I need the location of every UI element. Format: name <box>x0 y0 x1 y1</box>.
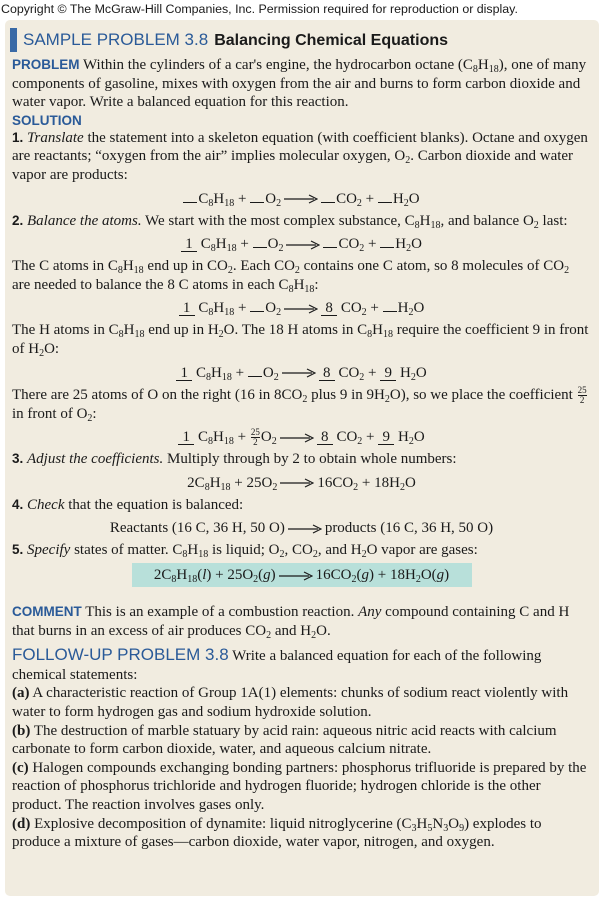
sample-problem-box <box>5 20 599 896</box>
followup-part-b: (b) The destruction of marble statuary by acid rain: aqueous nitric acid reacts with calcium carbonate to form carbon dioxide, water, and aqueous calcium nitrate. <box>12 722 557 758</box>
step-5-number: 5. <box>12 542 24 558</box>
comment-text: COMMENT This is an example of a combustion reaction. Any compound containing C and H that burns in an excess of air produces $CO_2$ and $H_2O$. <box>12 604 570 641</box>
skeleton-equation: $C_8H_{18} + O_2$ $CO_2 + H_2O$ <box>12 189 591 209</box>
header-accent-bar <box>10 28 17 52</box>
copyright-notice: Copyright © The McGraw-Hill Companies, Inc. Permission required for reproduction or display. <box>1 2 518 16</box>
reaction-arrow-icon <box>279 571 313 581</box>
reaction-arrow-icon <box>282 368 316 378</box>
title-text: SAMPLE PROBLEM 3.8 <box>23 30 209 49</box>
step-2-number: 2. <box>12 212 24 228</box>
reaction-arrow-icon <box>288 524 322 534</box>
step-4-text: 4. Check that the equation is balanced: <box>12 496 244 513</box>
followup-part-a: (a) A characteristic reaction of Group 1A(1) elements: chunks of sodium react violently with water to form hydrogen gas and sodium hydroxide solution. <box>12 685 569 720</box>
title-subtitle: Balancing Chemical Equations <box>214 32 449 49</box>
equation-step-2b: 1 $C_8H_{18} + O_2$ 8 $CO_2 + H_2O$ <box>12 298 591 318</box>
step-3-text: 3. Adjust the coefficients. Multiply through by 2 to obtain whole numbers: <box>12 451 457 468</box>
equation-step-2a: 1 $C_8H_{18} + O_2$ $CO_2 + H_2O$ <box>12 234 591 254</box>
carbon-balance-text: The C atoms in $C_8H_{18}$ end up in $CO_2$. Each $CO_2$ contains one C atom, so 8 molecules of $CO_2$ are needed to balance the 8 C atoms in each $C_8H_{18}$: <box>12 258 570 295</box>
followup-intro: FOLLOW-UP PROBLEM 3.8 Write a balanced equation for each of the following chemical statements: <box>12 645 542 683</box>
solution-label: SOLUTION <box>12 112 82 128</box>
followup-part-c: (c) Halogen compounds exchanging bonding partners: phosphorus trifluoride is prepared by the reaction of phosphorus trichloride and hydrogen fluoride; hydrogen chloride is the other product. The reaction involves gases only. <box>12 759 587 813</box>
final-balanced-equation: $2C_8H_{18}(l) + 25O_2(g) 16CO_2(g) + 18H_2O(g)$ <box>132 563 472 587</box>
step-4-number: 4. <box>12 496 24 512</box>
step-1-number: 1. <box>12 129 24 145</box>
oxygen-balance-text: There are 25 atoms of O on the right (16 in $8CO_2$ plus 9 in $9H_2O$), so we place the coefficient $\frac{25}{2}$ in front of $O_2$: <box>12 384 587 424</box>
reaction-arrow-icon <box>284 194 318 204</box>
followup-part-d: (d) Explosive decomposition of dynamite: liquid nitroglycerine $(C_3H_5N_3O_9)$ explodes to produce a mixture of gases—carbon dioxide, water vapor, nitrogen, and oxygen. <box>12 815 542 851</box>
equation-step-2c: 1 $C_8H_{18} + O_2$ 8 $CO_2 + 9$ $H_2O$ <box>12 363 591 383</box>
check-equation: Reactants (16 C, 36 H, 50 O) products (16 C, 36 H, 50 O) <box>109 520 494 537</box>
problem-label: PROBLEM <box>12 57 80 72</box>
sample-problem-header <box>10 28 591 52</box>
sample-problem-title <box>23 30 448 50</box>
problem-statement: PROBLEM Within the cylinders of a car's engine, the hydrocarbon octane $(C_8H_{18})$, one of many components of gasoline, mixes with oxygen from the air and burns to form carbon dioxide and water vapor. Write a balanced equation for this reaction. <box>12 57 587 111</box>
equation-step-2d: 1 $C_8H_{18}$ + $\frac{25}{2}$ $O_2$ 8 $CO_2 + 9$ $H_2O$ <box>12 427 591 447</box>
followup-title: FOLLOW-UP PROBLEM 3.8 <box>12 645 229 665</box>
reaction-arrow-icon <box>284 304 318 314</box>
step-3-number: 3. <box>12 451 24 467</box>
reaction-arrow-icon <box>286 240 320 250</box>
equation-step-3: $2C_8H_{18} + 25O_2$ $16CO_2 + 18H_2O$ <box>187 474 416 493</box>
step-1-text: 1. Translate the statement into a skeleton equation (with coefficient blanks). Octane and oxygen are reactants; “oxygen from the air” implies molecular oxygen, $O_2$. Carbon dioxide and water vapor are products: <box>12 129 588 183</box>
step-5-text: 5. Specify states of matter. $C_8H_{18}$ is liquid; $O_2$, $CO_2$, and $H_2O$ vapor are gases: <box>12 542 478 561</box>
reaction-arrow-icon <box>280 478 314 488</box>
reaction-arrow-icon <box>280 433 314 443</box>
hydrogen-balance-text: The H atoms in $C_8H_{18}$ end up in $H_2O$. The 18 H atoms in $C_8H_{18}$ require the coefficient 9 in front of $H_2O$: <box>12 322 589 359</box>
comment-label: COMMENT <box>12 604 82 620</box>
step-2-text: 2. Balance the atoms. We start with the most complex substance, $C_8H_{18}$, and balance $O_2$ last: <box>12 212 568 231</box>
